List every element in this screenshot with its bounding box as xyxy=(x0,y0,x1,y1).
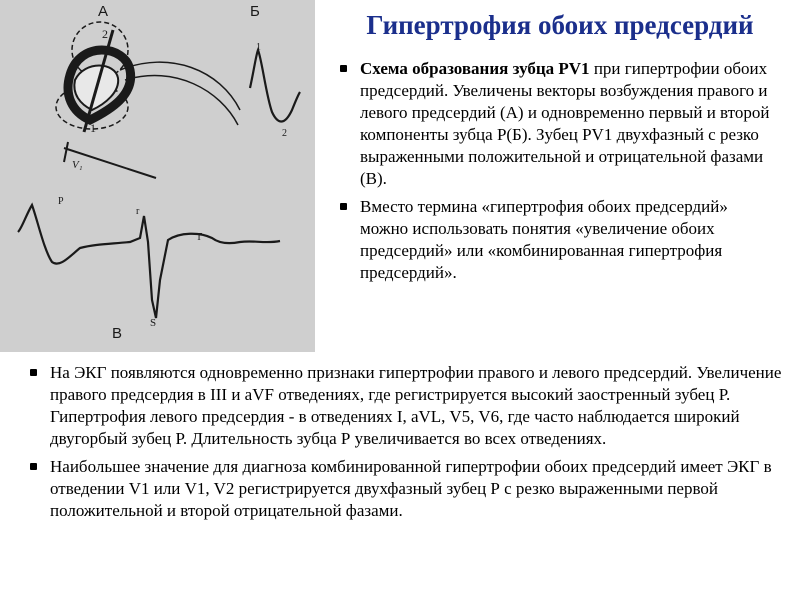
ecg-signs-item-1 xyxy=(28,362,788,450)
bullet-icon xyxy=(30,463,37,470)
ecg-signs-item-2 xyxy=(28,456,788,522)
slide-title: Гипертрофия обоих предсердий xyxy=(366,10,754,40)
panel-a-heart-scheme xyxy=(56,3,240,178)
label-a-2: 2 xyxy=(102,27,108,41)
ecg-curve xyxy=(18,205,280,318)
figure-caption-list xyxy=(338,58,780,290)
ecg-signs-item-2-text: Наибольшее значение для диагноза комбинированной гипертрофии обоих предсердий имеет ЭКГ в отведении V1 или V1, V2 регистрируется двухфазный зубец Р с резко выраженными первой положительной и второй отрицательной фазами. xyxy=(50,457,772,520)
label-b-2: 2 xyxy=(282,128,287,139)
label-t: T xyxy=(196,232,203,243)
panel-v-ecg-tracing xyxy=(18,196,280,342)
label-r: r xyxy=(136,206,140,217)
panel-b-p-wave xyxy=(250,3,300,139)
ecg-signs-list xyxy=(28,362,788,528)
ecg-signs-item-1-text: На ЭКГ появляются одновременно признаки гипертрофии правого и левого предсердий. Увеличение правого предсердия в III и aVF отведениях, где регистрируется высокий заостренный зубец Р. Гипертрофия левого предсердия - в отведениях I, aVL, V5, V6, где часто наблюдается широкий двугорбый зубец Р. Длительность зубца Р увеличивается во всех отведениях. xyxy=(50,363,782,448)
label-s: S xyxy=(150,317,157,329)
p-wave-curve xyxy=(250,50,300,122)
ecg-figure xyxy=(0,0,315,352)
label-a-1: 1 xyxy=(90,121,96,135)
label-p: P xyxy=(58,196,64,207)
label-b: Б xyxy=(250,3,260,20)
bullet-icon xyxy=(30,369,37,376)
v1-lead-tick xyxy=(64,142,68,162)
ecg-diagram xyxy=(0,0,315,352)
caption-item-1 xyxy=(338,58,780,190)
label-a: А xyxy=(98,3,109,20)
label-v: В xyxy=(112,325,123,342)
label-b-1: 1 xyxy=(256,42,261,53)
caption-item-1-text: при гипертрофии обоих предсердий. Увеличены векторы возбуждения правого и левого предсердий (А) и одновременно первый и второй компоненты зубца Р(Б). Зубец PV1 двухфазный с резко выраженными положительной и отрицательной фазами (В). xyxy=(360,59,770,188)
heart-vessel-lower xyxy=(125,76,238,125)
caption-item-1-lead: Схема образования зубца PV1 xyxy=(360,59,590,78)
bullet-icon xyxy=(340,65,347,72)
caption-item-2-text: Вместо термина «гипертрофия обоих предсердий» можно использовать понятия «увеличение обоих предсердий» или «комбинированная гипертрофия предсердий». xyxy=(360,197,728,282)
label-v1: V₁ xyxy=(72,159,83,171)
bullet-icon xyxy=(340,203,347,210)
caption-item-2 xyxy=(338,196,780,284)
